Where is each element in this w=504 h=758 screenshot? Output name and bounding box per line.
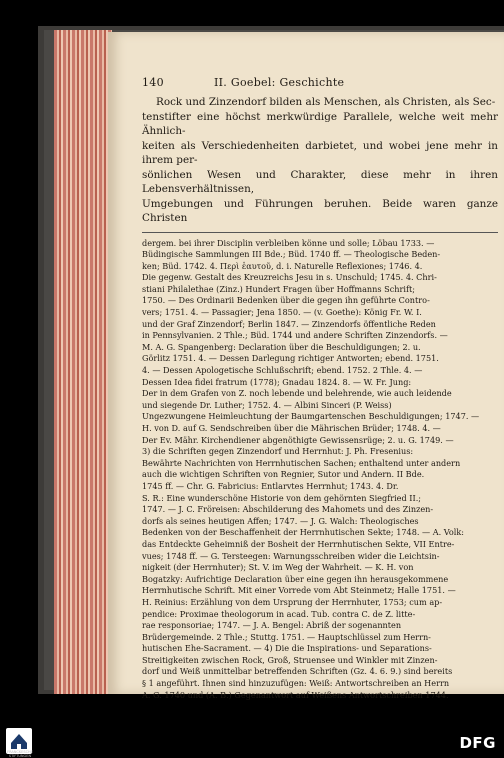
footnote-line: Herrnhutische Schrift. Mit einer Vorrede vom Abt Steinmetz; Halle 1751. — <box>142 585 456 596</box>
footnote-line: H. von D. auf G. Sendschreiben über die Mährischen Brüder; 1748. 4. — <box>142 423 441 433</box>
running-header <box>142 76 498 89</box>
footnote-line: Görlitz 1751. 4. — Dessen Darlegung richtiger Antworten; ebend. 1751. <box>142 353 439 364</box>
footnote-line: M. A. G. Spangenberg: Declaration über die Beschuldigungen; 2. u. <box>142 341 421 352</box>
footnote-line: Büdingische Sammlungen III Bde.; Büd. 1740 ff. — Theologische Beden- <box>142 249 441 260</box>
footnote-line: stiani Philalethae (Zinz.) Hundert Fragen über Hoffmanns Schrift; <box>142 283 415 294</box>
footnote-line: § 1 angeführt. Ihnen sind hinzuzufügen: Weiß: Antwortschreiben an Herrn <box>142 678 450 689</box>
footnote-line: dorf und Weiß unmittelbar betreffenden Schriften (Gz. 4. 6. 9.) sind bereits <box>142 666 453 677</box>
main-text-line: Umgebungen und Führungen beruhen. Beide waren ganze Christen <box>142 197 498 224</box>
footnote-line: in Pennsylvanien. 2 Thle.; Büd. 1744 und andere Schriften Zinzendorfs. — <box>142 330 448 341</box>
footnote-line: A. G. 1740 und (A. B.) Gegenantwort auf Weißens Antwortschreiben 1744. <box>142 689 449 700</box>
footnote-line: vers; 1751. 4. — Passagier; Jena 1850. — (v. Goethe): König Fr. W. I. <box>142 307 422 318</box>
footnote-line: auch die wichtigen Schriften von Regnier, Sutor und Andern. II Bde. <box>142 469 425 480</box>
footnote-line: Der Ev. Mähr. Kirchendiener abgenöthigte Gewissensrüge; 2. u. G. 1749. — <box>142 434 454 445</box>
footnote-line: 3) die Schriften gegen Zinzendorf und Herrnhut: J. Ph. Fresenius: <box>142 446 414 457</box>
footnote-line: und der Graf Zinzendorf; Berlin 1847. — Zinzendorfs öffentliche Reden <box>142 318 436 329</box>
dfg-logo: DFG <box>459 734 496 752</box>
footnote-line: vues; 1748 ff. — G. Tersteegen: Warnungsschreiben wider die Leichtsin- <box>142 550 440 561</box>
footnote-line: H. Reinius: Erzählung von dem Ursprung der Herrnhuter, 1753; cum ap- <box>142 596 443 607</box>
footnote-line: das Entdeckte Geheimniß der Bosheit der Herrnhutischen Sekte, VII Entre- <box>142 538 455 549</box>
footnote-line: 1750. — Des Ordinarii Bedenken über die gegen ihn geführte Contro- <box>142 295 430 306</box>
footnote-line: Brüdergemeinde. 2 Thle.; Stuttg. 1751. — Hauptschlüssel zum Herrn- <box>142 631 431 642</box>
footnote-line: Ungezwungene Heimleuchtung der Baumgartenschen Beschuldigungen; 1747. — <box>142 411 480 422</box>
footnote-line: Bewährte Nachrichten von Herrnhutischen Sachen; enthaltend unter andern <box>142 457 461 468</box>
main-text-line: tenstifter eine höchst merkwürdige Parallele, welche weit mehr Ähnlich- <box>142 110 498 137</box>
footnote-line: nigkeit (der Herrnhuter); St. V. im Weg der Wahrheit. — K. H. von <box>142 562 414 573</box>
main-text-line: sönlichen Wesen und Charakter, diese mehr in ihren Lebensverhältnissen, <box>142 168 498 195</box>
running-title: II. Goebel: Geschichte <box>214 76 345 89</box>
footnote-line: Der in dem Grafen von Z. noch lebende und belehrende, wie auch leidende <box>142 388 452 399</box>
page-number: 140 <box>142 76 164 89</box>
viewer-footer-bar <box>0 722 504 758</box>
footnote-line: Dessen Idea fidei fratrum (1778); Gnadau 1824. 8. — W. Fr. Jung: <box>142 376 412 387</box>
main-text-line: keiten als Verschiedenheiten darbietet, und wobei jene mehr in ihrem per- <box>142 139 498 166</box>
footnote-line: hutischen Ehe-Sacrament. — 4) Die die Inspirations- und Separations- <box>142 643 432 654</box>
main-text <box>142 95 498 226</box>
stiftung-logo-icon <box>9 731 29 751</box>
footnote-line: dergem. bei ihrer Disciplin verbleiben könne und solle; Löbau 1733. — <box>142 237 435 248</box>
footnote-line: Die gegenw. Gestalt des Kreuzreichs Jesu in s. Unschuld; 1745. 4. Chri- <box>142 272 437 283</box>
footnote-line: Bedenken von der Beschaffenheit der Herrnhutischen Sekte; 1748. — A. Volk: <box>142 527 465 538</box>
footnote-line: 4. — Dessen Apologetische Schlußschrift; ebend. 1752. 2 Thle. 4. — <box>142 365 423 376</box>
footnote-line: Streitigkeiten zwischen Rock, Groß, Struensee und Winkler mit Zinzen- <box>142 654 438 665</box>
footnote-line: pendice: Proximae theologorum in acad. Tub. contra C. de Z. litte- <box>142 608 416 619</box>
main-text-line: Rock und Zinzendorf bilden als Menschen, als Christen, als Sec- <box>156 96 496 108</box>
footnote-separator <box>142 232 498 233</box>
footnote-line: dorfs als seines heutigen Affen; 1747. — J. G. Walch: Theologisches <box>142 515 419 526</box>
footnote-line: und siegende Dr. Luther; 1752. 4. — Albini Sinceri (P. Weiss) <box>142 399 392 410</box>
page-edges <box>54 30 112 694</box>
footnote-line: ken; Büd. 1742. 4. Περὶ ἑαυτοῦ, d. i. Naturelle Reflexiones; 1746. 4. <box>142 260 423 271</box>
footnote-line: 1745 ff. — Chr. G. Fabricius: Entlarvtes Herrnhut; 1743. 4. Dr. <box>142 480 399 491</box>
footnote-line: Bogatzky: Aufrichtige Declaration über eine gegen ihn herausgekommene <box>142 573 449 584</box>
footnote-line: rae responsoriae; 1747. — J. A. Bengel: Abriß der sogenannten <box>142 620 402 631</box>
footnote-line: S. R.: Eine wunderschöne Historie von dem gehörnten Siegfried II.; <box>142 492 422 503</box>
page-content <box>142 76 498 701</box>
institution-name: FRANCKESCHE STIFTUNGEN <box>7 750 33 758</box>
footnotes <box>142 238 498 702</box>
footnote-line: 1747. — J. C. Fröreisen: Abschilderung des Mahomets und des Zinzen- <box>142 504 434 515</box>
